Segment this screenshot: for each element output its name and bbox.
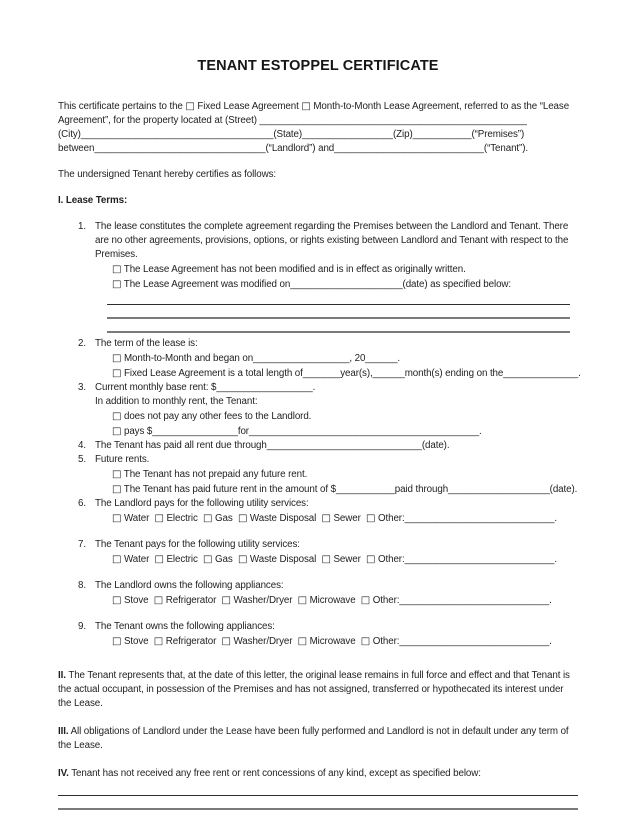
lease-term-item — [58, 497, 578, 526]
checkbox-line: □ Month-to-Month and began on__________________, 20______. — [112, 353, 401, 364]
section-3-label: III. — [58, 726, 69, 737]
checkbox-icon: □ — [237, 513, 248, 524]
checkbox-icon: □ — [112, 484, 122, 495]
section-2-label: II. — [58, 670, 66, 681]
item-number: 5. — [78, 454, 86, 465]
checkbox-line: □ Water □ Electric □ Gas □ Waste Disposal □ Sewer □ Other:____________________________. — [112, 513, 557, 524]
section-3-text: All obligations of Landlord under the Lease have been fully performed and Landlord is not in default under any term of the Lease. — [58, 726, 569, 751]
intro-line-1: This certificate pertains to the □ Fixed Lease Agreement □ Month-to-Month Lease Agreement, referred to as the “Lease — [58, 101, 570, 112]
section-2-text: The Tenant represents that, at the date of this letter, the original lease remains in full force and effect and that Tenant is the actual occupant, in possession of the Premises and has not assigned, transferred or hypothecated its interest under the Lease. — [58, 670, 570, 709]
lease-term-item — [58, 381, 578, 439]
checkbox-line: □ Fixed Lease Agreement is a total length of_______year(s),______month(s) ending on the______________. — [112, 368, 581, 379]
item-text: The Tenant has paid all rent due through_____________________________(date). — [95, 440, 450, 451]
checkbox-icon: □ — [237, 554, 248, 565]
lease-term-item — [58, 579, 578, 608]
item-number: 7. — [78, 539, 86, 550]
checkbox-line: □ The Lease Agreement has not been modified and is in effect as originally written. — [112, 264, 466, 275]
checkbox-line: □ The Tenant has not prepaid any future rent. — [112, 469, 308, 480]
checkbox-icon: □ — [153, 595, 164, 606]
checkbox-icon: □ — [112, 513, 122, 524]
item-text: The Tenant pays for the following utility services: — [95, 539, 300, 550]
lease-terms-list — [58, 220, 581, 649]
checkbox-icon: □ — [360, 636, 371, 647]
checkbox-icon: □ — [297, 636, 307, 647]
checkbox-icon: □ — [321, 554, 331, 565]
checkbox-line: □ The Tenant has paid future rent in the amount of $___________paid through___________________(date). — [112, 484, 578, 495]
checkbox-icon: □ — [221, 595, 231, 606]
checkbox-icon: □ — [112, 595, 122, 606]
item-body — [95, 220, 578, 337]
item-number: 4. — [78, 440, 86, 451]
fill-in-lines — [58, 795, 578, 810]
section-3-paragraph — [58, 725, 578, 753]
item-text: The Landlord pays for the following utility services: — [95, 498, 309, 509]
checkbox-icon: □ — [112, 368, 122, 379]
ruled-line — [107, 317, 570, 319]
checkbox-icon: □ — [112, 411, 122, 422]
ruled-line — [58, 795, 578, 796]
section-4-paragraph — [58, 767, 578, 781]
item-number: 9. — [78, 621, 86, 632]
checkbox-line: □ The Lease Agreement was modified on_____________________(date) as specified below: — [112, 279, 512, 290]
checkbox-icon: □ — [112, 469, 122, 480]
checkbox-line: □ Stove □ Refrigerator □ Washer/Dryer □ Microwave □ Other:____________________________. — [112, 595, 552, 606]
section-2-paragraph — [58, 669, 578, 711]
certify-statement: The undersigned Tenant hereby certifies as follows: — [58, 169, 276, 180]
section-4-label: IV. — [58, 768, 69, 779]
item-text: In addition to monthly rent, the Tenant: — [95, 396, 258, 407]
checkbox-line: □ Stove □ Refrigerator □ Washer/Dryer □ Microwave □ Other:____________________________. — [112, 636, 552, 647]
checkbox-icon: □ — [221, 636, 231, 647]
checkbox-icon: □ — [301, 101, 311, 112]
intro-line-3: (City)____________________________________(State)_________________(Zip)___________(“Premises”) — [58, 129, 525, 140]
lease-term-item — [58, 453, 578, 497]
item-text: The Tenant owns the following appliances: — [95, 621, 275, 632]
section-1-heading: I. Lease Terms: — [58, 195, 128, 206]
checkbox-icon: □ — [154, 554, 164, 565]
lease-term-item — [58, 620, 578, 649]
checkbox-icon: □ — [112, 636, 122, 647]
lease-term-item — [58, 220, 578, 337]
intro-line-2: Agreement”, for the property located at (Street) __________________________________________________ — [58, 115, 527, 126]
item-number: 3. — [78, 382, 86, 393]
checkbox-icon: □ — [112, 426, 122, 437]
lease-term-item — [58, 439, 578, 453]
ruled-line — [107, 331, 570, 333]
intro-line-4: between________________________________(“Landlord”) and____________________________(“Tenant”). — [58, 143, 528, 154]
checkbox-line: □ pays $________________for___________________________________________. — [112, 426, 482, 437]
item-text: Future rents. — [95, 454, 150, 465]
checkbox-icon: □ — [203, 513, 213, 524]
checkbox-line: □ does not pay any other fees to the Landlord. — [112, 411, 312, 422]
checkbox-icon: □ — [297, 595, 307, 606]
checkbox-icon: □ — [153, 636, 164, 647]
checkbox-icon: □ — [365, 513, 376, 524]
item-text: The term of the lease is: — [95, 338, 198, 349]
checkbox-icon: □ — [112, 264, 122, 275]
checkbox-icon: □ — [154, 513, 164, 524]
item-text: The lease constitutes the complete agreement regarding the Premises between the Landlord and Tenant. There are no other agreements, provisions, options, or rights existing between Landlord and Tenant with respect to the Premises. — [95, 221, 569, 260]
item-body — [95, 381, 578, 439]
checkbox-icon: □ — [112, 353, 122, 364]
checkbox-icon: □ — [112, 554, 122, 565]
item-number: 6. — [78, 498, 86, 509]
item-body — [95, 497, 578, 526]
item-body — [95, 538, 578, 567]
item-body — [95, 439, 578, 453]
ruled-line — [107, 304, 570, 305]
item-body — [95, 620, 578, 649]
checkbox-icon: □ — [203, 554, 213, 565]
checkbox-icon: □ — [360, 595, 371, 606]
item-body — [95, 453, 578, 497]
item-body — [95, 579, 578, 608]
ruled-line — [58, 808, 578, 810]
section-4-text: Tenant has not received any free rent or rent concessions of any kind, except as specified below: — [68, 768, 481, 779]
item-text: The Landlord owns the following appliances: — [95, 580, 284, 591]
item-number: 1. — [78, 221, 86, 232]
checkbox-line: □ Water □ Electric □ Gas □ Waste Disposal □ Sewer □ Other:____________________________. — [112, 554, 557, 565]
checkbox-icon: □ — [365, 554, 376, 565]
document-title: TENANT ESTOPPEL CERTIFICATE — [197, 58, 439, 74]
item-body — [95, 337, 581, 381]
lease-term-item — [58, 337, 581, 381]
item-number: 2. — [78, 338, 86, 349]
checkbox-icon: □ — [112, 279, 122, 290]
checkbox-icon: □ — [185, 101, 195, 112]
checkbox-icon: □ — [321, 513, 331, 524]
item-text: Current monthly base rent: $__________________. — [95, 382, 316, 393]
item-number: 8. — [78, 580, 86, 591]
lease-term-item — [58, 538, 578, 567]
